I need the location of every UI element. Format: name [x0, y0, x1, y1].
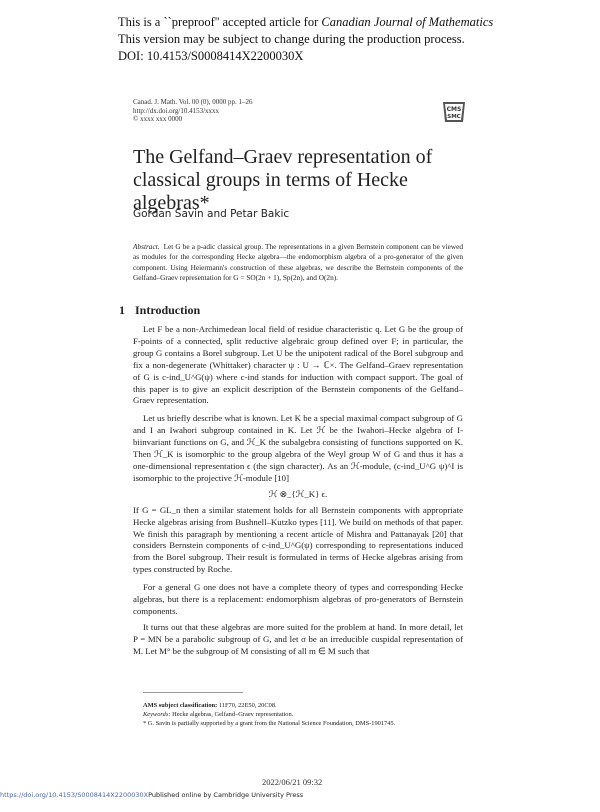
journal-metadata — [133, 98, 253, 124]
display-equation: ℋ ⊗_{ℋ_K} ϵ. — [268, 488, 328, 499]
logo-cms-text: CMS — [446, 106, 462, 113]
paper-title: The Gelfand–Graev representation of classical groups in terms of Hecke algebras* — [133, 146, 433, 214]
banner-line-1: This is a ``preproof'' accepted article for Canadian Journal of Mathematics — [118, 15, 494, 29]
paragraph-1: Let F be a non-Archimedean local field of residue characteristic q. Let G be the group of F-points of a connected, split reductive algebraic group defined over F; in particular, the group G contains a Borel subgroup. Let U be the unipotent radical of the Borel subgroup and fix a non-degenerate (Whittaker) character ψ : U → ℂ×. The Gelfand–Graev representation of G is c-ind_U^G(ψ) where c-ind stands for induction with compact support. The goal of this paper is to give an explicit description of the Bernstein components of the Gelfand–Graev representation. — [133, 324, 463, 406]
section-number: 1 — [119, 303, 125, 317]
doi-url-link[interactable]: https://doi.org/10.4153/S0008414X2200030X — [0, 791, 149, 799]
funding-note: * G. Savin is partially supported by a grant from the National Science Foundation, DMS-1901745. — [143, 720, 396, 728]
journal-doi-link[interactable]: http://dx.doi.org/10.4153/xxxx — [133, 106, 220, 115]
journal-volume: Canad. J. Math. Vol. 00 (0), 0000 pp. 1–26 — [133, 98, 253, 106]
section-title: Introduction — [135, 303, 201, 317]
ams-classification: AMS subject classification: 11F70, 22E50, 20C08. — [143, 702, 277, 709]
section-heading — [119, 303, 200, 318]
copyright-line: © xxxx xxx 0000 — [133, 115, 183, 124]
bottom-bar — [0, 791, 600, 799]
abstract-label: Abstract. — [133, 242, 160, 251]
logo-smc-text: SMC — [447, 114, 461, 120]
footnote-rule — [143, 692, 243, 693]
publisher-note: Published online by Cambridge University Press — [148, 791, 304, 799]
paragraph-2: Let us briefly describe what is known. Let K be a special maximal compact subgroup of G and I an Iwahori subgroup contained in K. Let ℋ be the Iwahori–Hecke algebra of I-biinvariant functions on G, and ℋ_K the subalgebra consisting of functions supported on K. Then ℋ_K is isomorphic to the group algebra of the Weyl group W of G and thus it has a one-dimensional representation ϵ (the sign character). As an ℋ-module, (c-ind_U^G ψ)^I is isomorphic to the projective ℋ-module [10] — [133, 413, 463, 483]
paragraph-3: If G = GL_n then a similar statement holds for all Bernstein components with appropriate Hecke algebras arising from Bushnell–Kutzko types [11]. We build on methods of that paper. We finish this paragraph by mentioning a recent article of Mishra and Pattanayak [20] that considers Bernstein components of c-ind_U^G(ψ) corresponding to representations induced from the Borel subgroup. Their result is formulated in terms of Hecke algebras arising from types constructed by Roche. — [133, 504, 463, 575]
cms-smc-logo — [441, 100, 467, 124]
journal-name: Canadian Journal of Mathematics — [321, 15, 494, 29]
timestamp: 2022/06/21 09:32 — [262, 777, 323, 787]
keywords: Keywords: Hecke algebras, Gelfand–Graev representation. — [143, 711, 294, 719]
abstract-text: Let G be a p-adic classical group. The representations in a given Bernstein component can be viewed as modules for the corresponding Hecke algebra—the endomorphism algebra of a pro-generator of the given component. Using Heiermann's construction of these algebras, we describe the Bernstein components of the Gelfand–Graev representation for G = SO(2n + 1), Sp(2n), and O(2n). — [133, 242, 463, 283]
paragraph-4: For a general G one does not have a complete theory of types and corresponding Hecke algebras, but there is a replacement: endomorphism algebras of pro-generators of Bernstein components. — [133, 582, 463, 616]
authors: Gordan Savin and Petar Bakic — [133, 208, 290, 220]
banner-doi[interactable]: DOI: 10.4153/S0008414X2200030X — [118, 49, 304, 63]
preproof-banner — [118, 14, 493, 65]
banner-line-2: This version may be subject to change during the production process. — [118, 32, 465, 46]
paragraph-5: It turns out that these algebras are more suited for the problem at hand. In more detail, let P = MN be a parabolic subgroup of G, and let σ be an irreducible cuspidal representation of M. Let M° be the subgroup of M consisting of all m ∈ M such that — [133, 621, 463, 656]
footnotes — [143, 701, 463, 729]
abstract — [133, 242, 463, 284]
body-text — [133, 324, 463, 658]
